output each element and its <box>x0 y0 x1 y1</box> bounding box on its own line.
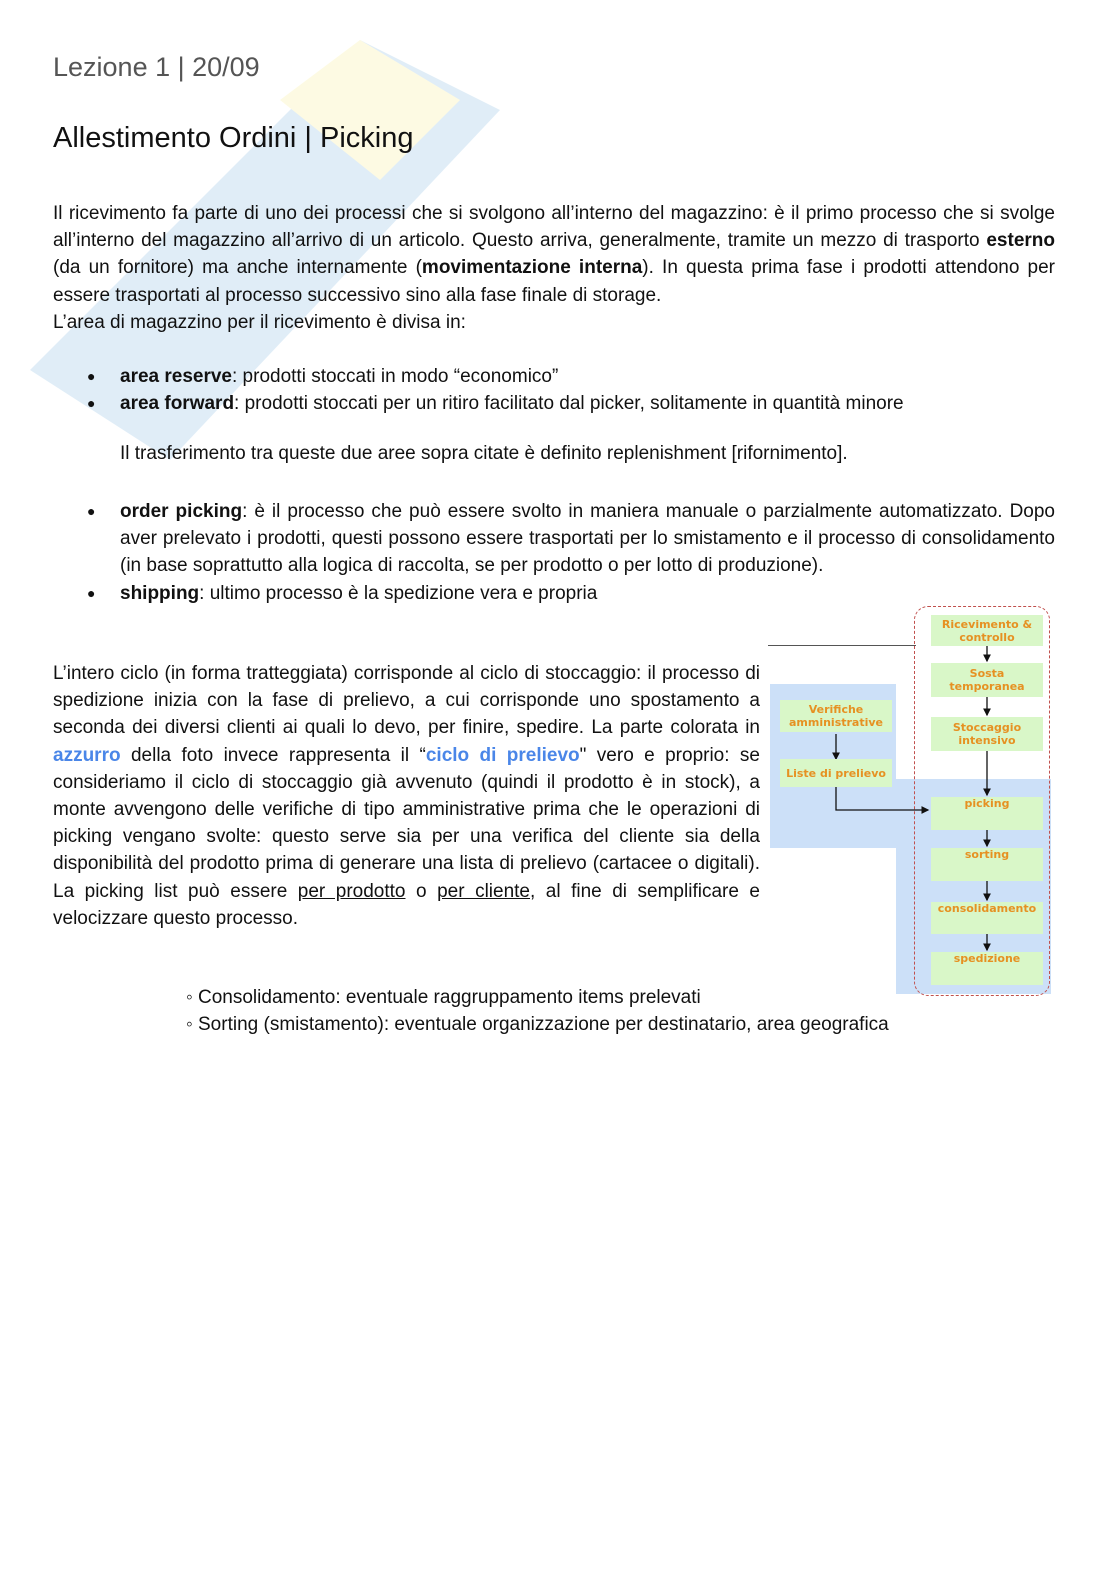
bold-term: esterno <box>986 230 1055 252</box>
diagram-box-verifiche: Verifiche amministrative <box>780 700 892 732</box>
text: o <box>405 880 438 902</box>
text: (da un fornitore) ma anche internamente ( <box>53 257 422 279</box>
sub-item-sorting: ◦ Sorting (smistamento): eventuale organizzazione per destinatario, area geografica <box>186 1014 889 1035</box>
diagram-box-stoccaggio: Stoccaggio intensivo <box>931 717 1043 751</box>
diagram-box-consolidamento: consolidamento <box>931 902 1043 934</box>
term: order picking <box>120 501 243 522</box>
bold-term: movimentazione interna <box>421 257 643 279</box>
list-item <box>53 363 1055 390</box>
list-item <box>53 498 1055 580</box>
text: " vero e proprio: se consideriamo il ciclo di stoccaggio già avvenuto (quindi il prodotto è in stock), a monte avvengono delle verifiche di tipo amministrative prima che le operazioni di picking vengano svolte: questo serve sia per una verifica del cliente sia della disponibilità del prodotto prima di generare una lista di prelievo (cartacee o digitali). La picking list può essere <box>53 744 760 902</box>
sub-item-consolidamento: ◦ Consolidamento: eventuale raggruppamento items prelevati <box>186 987 701 1008</box>
areas-list <box>53 363 1055 417</box>
diagram-box-sosta: Sosta temporanea <box>931 663 1043 697</box>
process-diagram <box>768 604 1053 999</box>
list-item <box>53 390 1055 417</box>
diagram-box-liste: Liste di prelievo <box>780 759 892 787</box>
diagram-box-ricevimento: Ricevimento & controllo <box>931 615 1043 646</box>
cycle-paragraph <box>53 660 760 932</box>
processes-list <box>53 498 1055 607</box>
underlined: per prodotto <box>297 880 406 902</box>
text: L’intero ciclo (in forma tratteggiata) corrisponde al ciclo di stoccaggio: il processo di spedizione inizia con la fase di prelievo, a cui corrisponde uno spostamento a seconda dei diversi clienti ai quali lo devo, per finire, spedire. La parte colorata in <box>53 663 760 739</box>
intro-paragraph <box>53 200 1055 336</box>
desc: : prodotti stoccati per un ritiro facilitato dal picker, solitamente in quantità minore <box>234 393 904 415</box>
list-item <box>53 580 1055 607</box>
diagram-box-sorting: sorting <box>931 848 1043 881</box>
desc: : prodotti stoccati in modo “economico” <box>232 366 559 387</box>
diagram-box-picking: picking <box>931 797 1043 830</box>
text: Il ricevimento fa parte di uno dei processi che si svolgono all’interno del magazzino: è il primo processo che si svolge all’interno del magazzino all’arrivo di un articolo. Questo arriva, generalmente, tramite un mezzo di trasporto <box>53 203 1055 252</box>
term: area reserve <box>120 366 232 387</box>
desc: : ultimo processo è la spedizione vera e propria <box>199 582 598 604</box>
term: shipping <box>120 582 200 604</box>
lesson-heading: Lezione 1 | 20/09 <box>53 52 260 82</box>
highlight: azzurro <box>53 744 121 766</box>
page-title: Allestimento Ordini | Picking <box>53 122 414 154</box>
text: L’area di magazzino per il ricevimento è divisa in: <box>53 311 466 333</box>
text: , al fine di semplificare e velocizzare questo processo. <box>53 880 760 929</box>
text: della foto invece rappresenta il “ <box>120 744 426 766</box>
diagram-box-spedizione: spedizione <box>931 952 1043 985</box>
replenishment-note: Il trasferimento tra queste due aree sopra citate è definito replenishment [rifornimento]. <box>120 443 848 464</box>
text: ). In questa prima fase i prodotti attendono per essere trasportati al processo successivo sino alla fase finale di storage. <box>53 257 1056 306</box>
underlined: per cliente <box>437 880 530 902</box>
term: area forward <box>120 393 235 415</box>
desc: : è il processo che può essere svolto in maniera manuale o parzialmente automatizzato. Dopo aver prelevato i prodotti, questi possono essere trasportati per lo smistamento e il processo di consolidamento (in base soprattutto alla logica di raccolta, se per prodotto o per lotto di produzione). <box>120 501 1055 577</box>
highlight: ciclo di prelievo <box>425 744 580 766</box>
